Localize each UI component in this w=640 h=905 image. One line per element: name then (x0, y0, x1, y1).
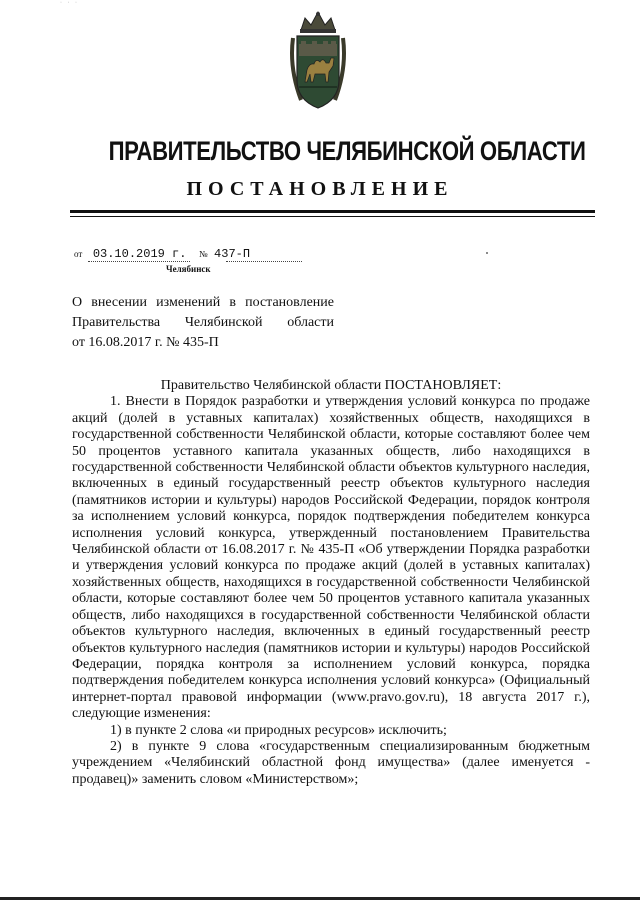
document-body (72, 378, 590, 788)
date-number-line (74, 247, 250, 261)
date-underline (88, 261, 190, 262)
city-label: Челябинск (166, 264, 211, 274)
number-prefix: № (198, 249, 208, 259)
list-item-2: 2) в пункте 9 слова «государственным специализированным бюджетным учреждением «Челябинский областной фонд имущества» (далее именуется - продавец)» заменить словом «Министерством»; (72, 738, 590, 787)
chelyabinsk-coat-of-arms-icon (287, 8, 349, 112)
subject-line-2: Правительства Челябинской области (72, 315, 334, 330)
government-title: ПРАВИТЕЛЬСТВО ЧЕЛЯБИНСКОЙ ОБЛАСТИ (108, 136, 586, 166)
scan-artifact: · · · (60, 0, 79, 6)
document-number: 437-П (214, 247, 251, 261)
document-type: ПОСТАНОВЛЕНИЕ (186, 178, 454, 200)
number-underline (226, 261, 302, 262)
date-prefix: от (74, 249, 83, 259)
document-subject (72, 293, 334, 353)
subject-line-1: О внесении изменений в постановление (72, 295, 334, 310)
resolution-lead: Правительство Челябинской области ПОСТАНОВЛЯЕТ: (160, 378, 502, 393)
scan-bottom-edge (0, 897, 640, 900)
subject-line-3: от 16.08.2017 г. № 435-П (72, 335, 219, 350)
paragraph-1: 1. Внести в Порядок разработки и утверждения условий конкурса по продаже акций (долей в уставных капиталах) хозяйственных обществ, находящихся в государственной собственности Челябинской области, которые составляют более чем 50 процентов уставного капитала указанных обществ, либо находящихся в государственной собственности Челябинской области объектов культурного наследия, включенных в единый государственный реестр объектов культурного наследия (памятников истории и культуры) народов Российской Федерации, порядок контроля за исполнением условий конкурса, порядок подтверждения победителем конкурса исполнения условий конкурса, утвержденный постановлением Правительства Челябинской области от 16.08.2017 г. № 435-П «Об утверждении Порядка разработки и утверждения условий конкурса по продаже акций (долей в уставных капиталах) хозяйственных обществ, находящихся в государственной собственности Челябинской области, которые составляют более чем 50 процентов уставного капитала указанных обществ, либо находящихся в государственной собственности Челябинской области объектов культурного наследия, включенных в единый государственный реестр объектов культурного наследия (памятников истории и культуры) народов Российской Федерации, порядка контроля за исполнением условий конкурса, порядка подтверждения победителем конкурса исполнения условий конкурса» (Официальный интернет-портал правовой информации (www.pravo.gov.ru), 18 августа 2017 г.), следующие изменения: (72, 394, 590, 722)
header-rule-thin (70, 216, 595, 217)
scan-speck (486, 252, 488, 254)
header-rule-thick (70, 210, 595, 213)
list-item-1: 1) в пункте 2 слова «и природных ресурсов» исключить; (110, 722, 447, 738)
document-date: 03.10.2019 г. (92, 247, 187, 261)
